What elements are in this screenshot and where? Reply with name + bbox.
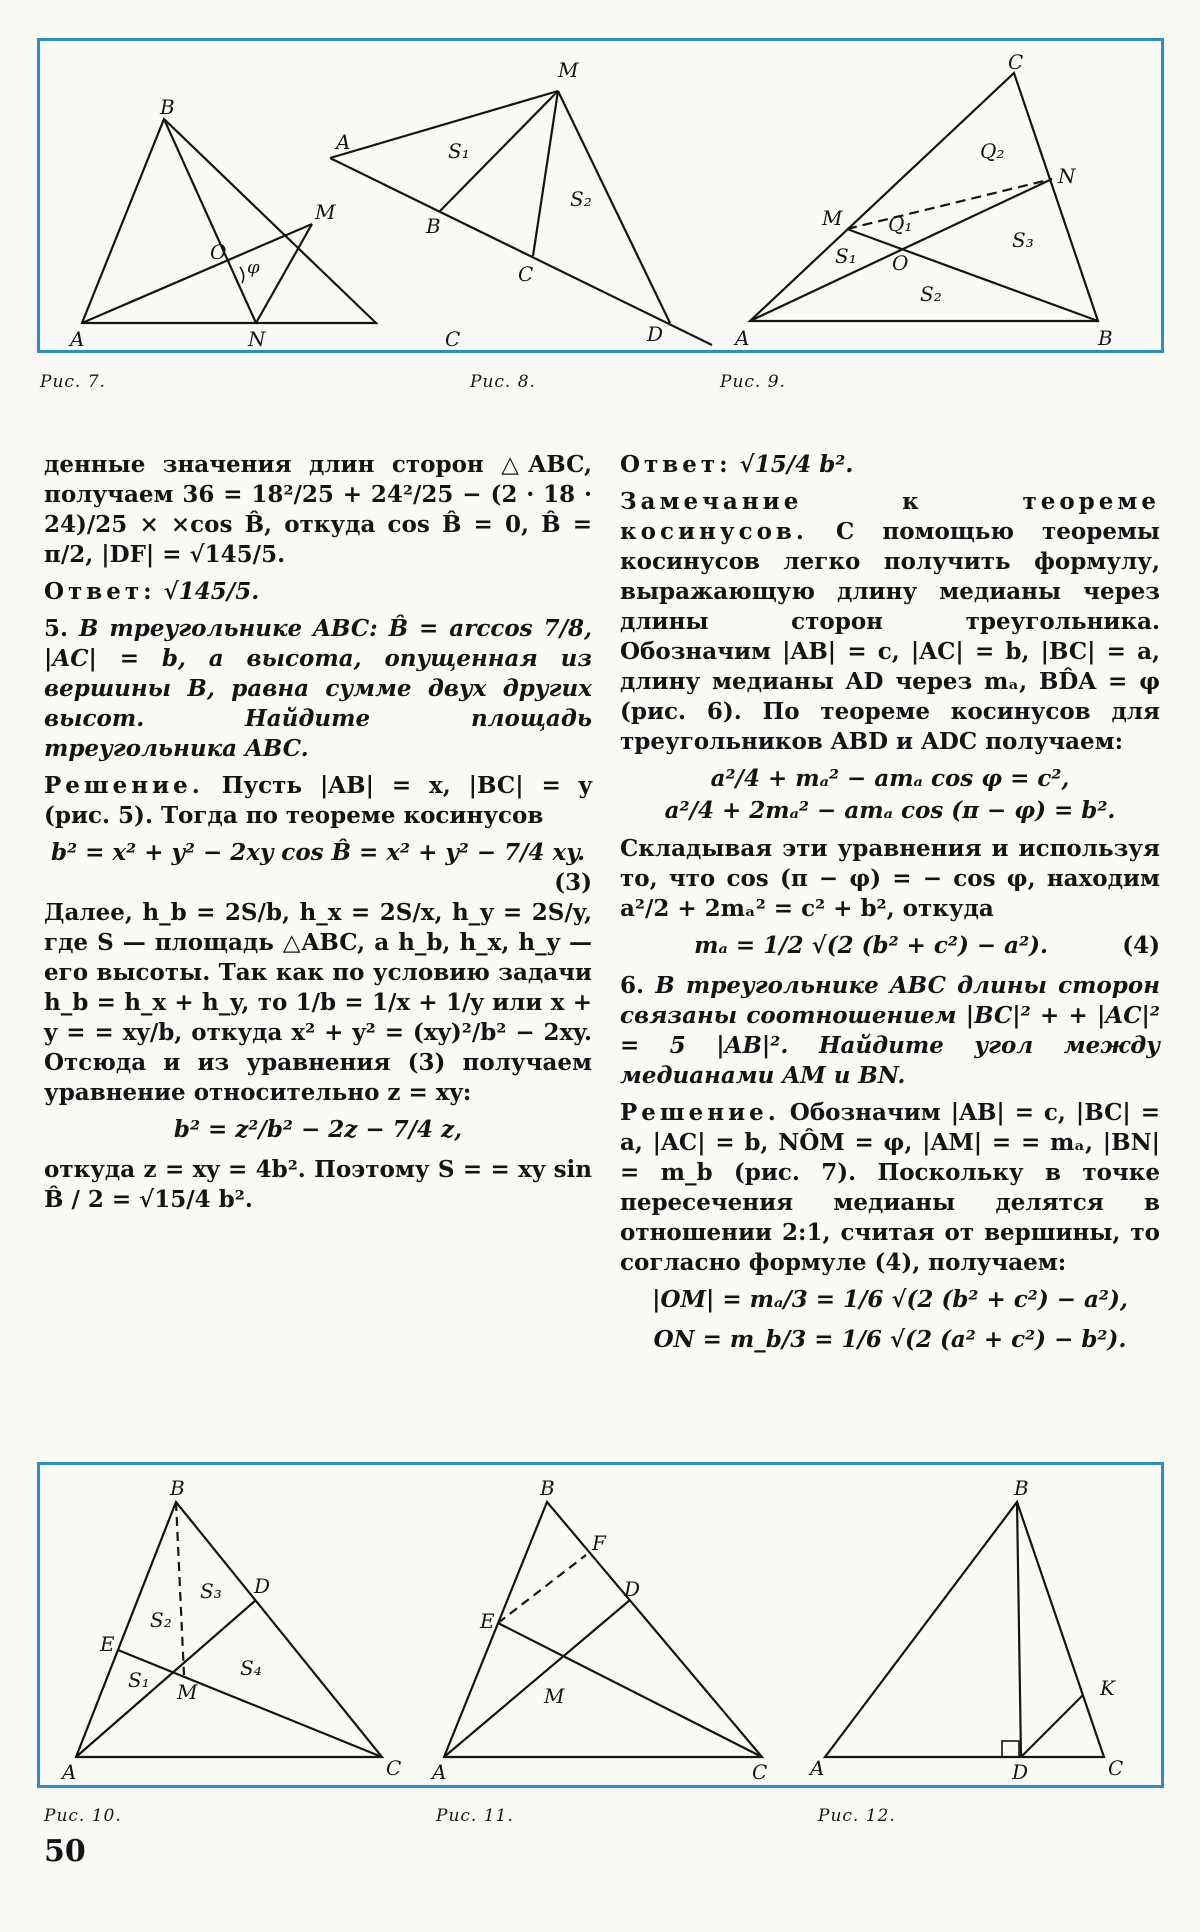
fig12-label-b: B — [1014, 1476, 1029, 1500]
figures-7-8-9 — [40, 41, 1167, 356]
fig9-label-s3: S₃ — [1012, 228, 1034, 252]
formula-4-body: mₐ = 1/2 √(2 (b² + c²) − a²). — [694, 932, 1049, 959]
fig7-label-n: N — [248, 327, 266, 351]
fig12-caption: Рис. 12. — [818, 1806, 896, 1826]
fig9-label-s2: S₂ — [920, 282, 942, 306]
answer-1-value: √145/5. — [163, 578, 260, 605]
task-5 — [44, 614, 592, 764]
solution-5-label: Решение. — [44, 772, 204, 799]
figures-10-11-12 — [40, 1465, 1167, 1791]
fig10-label-s4: S₄ — [240, 1656, 262, 1680]
fig11-label-d: D — [624, 1577, 641, 1601]
solution-6-text: Обозначим |AB| = c, |BC| = a, |AC| = b, NÔM = φ, |AM| = = mₐ, |BN| = m_b (рис. 7). Поскольку в точке пересечения медианы делятся в отношении 2:1, считая от вершины, то согласно формуле (4), получаем: — [620, 1099, 1160, 1276]
formula-om: |OM| = mₐ/3 = 1/6 √(2 (b² + c²) − a²), — [652, 1286, 1128, 1313]
fig11-caption: Рис. 11. — [436, 1806, 514, 1826]
fig7-label-phi: φ — [247, 257, 260, 278]
fig12-label-a: A — [810, 1756, 825, 1780]
answer-1 — [44, 577, 592, 607]
fig11-label-m: M — [544, 1684, 565, 1708]
answer-5-value: √15/4 b². — [739, 451, 854, 478]
left-paragraph-1: денные значения длин сторон △ABC, получаем 36 = 18²/25 + 24²/25 − (2 · 18 · 24)/25 × ×cos B̂, откуда cos B̂ = 0, B̂ = π/2, |DF| = √145/5. — [44, 451, 592, 568]
fig9-label-q2: Q₂ — [980, 139, 1005, 163]
remark-text: С помощью теоремы косинусов легко получить формулу, выражающую длину медианы через длины сторон треугольника. Обозначим |AB| = c, |AC| = b, |BC| = a, длину медианы AD через mₐ, BD̂A = φ (рис. 6). По теореме косинусов для треугольников ABD и ADC получаем: — [620, 518, 1160, 755]
fig10-label-s1: S₁ — [128, 1668, 150, 1692]
fig11-label-f: F — [592, 1531, 606, 1555]
fig12-label-d: D — [1012, 1760, 1029, 1784]
fig7-label-b: B — [160, 95, 175, 119]
fig7-label-o: O — [210, 240, 227, 264]
fig7-label-c: C — [445, 327, 461, 351]
answer-1-label: Ответ: — [44, 578, 156, 605]
left-paragraph-3: откуда z = xy = 4b². Поэтому S = = xy sin B̂ / 2 = √15/4 b². — [44, 1156, 592, 1213]
answer-5-label: Ответ: — [620, 451, 732, 478]
fig10-label-d: D — [254, 1574, 271, 1598]
fig8-caption: Рис. 8. — [470, 372, 536, 392]
solution-6-label: Решение. — [620, 1099, 780, 1126]
fig10-label-e: E — [100, 1632, 115, 1656]
remark-label: Замечание к теореме косинусов. — [620, 488, 1160, 545]
solution-5 — [44, 771, 592, 831]
formula-z: b² = z²/b² − 2z − 7/4 z, — [173, 1116, 463, 1143]
formula-4 — [620, 931, 1160, 961]
fig9-label-o: O — [892, 251, 909, 275]
fig10-label-b: B — [170, 1476, 185, 1500]
task-6-number: 6. — [620, 972, 645, 999]
task-6 — [620, 971, 1160, 1091]
fig10-label-s2: S₂ — [150, 1608, 172, 1632]
fig8-label-s1: S₁ — [448, 139, 470, 163]
fig8-label-c: C — [518, 262, 534, 286]
remark — [620, 487, 1160, 757]
fig8-label-a: A — [336, 130, 351, 154]
fig10-label-m: M — [177, 1680, 198, 1704]
solution-5-text: Пусть |AB| = x, |BC| = y (рис. 5). Тогда по теореме косинусов — [44, 772, 592, 829]
left-column — [44, 450, 592, 1222]
fig9-label-m: M — [822, 206, 843, 230]
figure-box-bottom — [37, 1462, 1164, 1788]
fig8-label-s2: S₂ — [570, 187, 592, 211]
fig9-label-a: A — [735, 326, 750, 350]
equation-2: a²/4 + 2mₐ² − amₐ cos (π − φ) = b². — [664, 797, 1116, 824]
fig11-label-e: E — [480, 1609, 495, 1633]
formula-on: ON = m_b/3 = 1/6 √(2 (a² + c²) − b²). — [653, 1326, 1127, 1353]
figure-10-drawing — [76, 1502, 382, 1757]
fig8-label-b: B — [426, 214, 441, 238]
fig10-caption: Рис. 10. — [44, 1806, 122, 1826]
formula-4-number: (4) — [1122, 932, 1160, 959]
figure-box-top — [37, 38, 1164, 353]
page-number: 50 — [44, 1834, 86, 1869]
fig12-label-c: C — [1108, 1756, 1124, 1780]
formula-3-number: (3) — [554, 869, 592, 896]
fig7-caption: Рис. 7. — [40, 372, 106, 392]
answer-5 — [620, 450, 1160, 480]
fig9-caption: Рис. 9. — [720, 372, 786, 392]
formula-3-body: b² = x² + y² − 2xy cos B̂ = x² + y² − 7/4 xy. — [50, 839, 585, 866]
figure-8-drawing — [330, 91, 712, 345]
fig9-label-s1: S₁ — [835, 244, 857, 268]
task-5-text: В треугольнике ABC: B̂ = arccos 7/8, |AC| = b, а высота, опущенная из вершины B, равна сумме двух других высот. Найдите площадь треугольника ABC. — [44, 615, 593, 762]
fig9-label-c: C — [1008, 50, 1024, 74]
task-5-number: 5. — [44, 615, 69, 642]
fig9-label-n: N — [1058, 164, 1076, 188]
solution-6 — [620, 1098, 1160, 1278]
fig10-label-s3: S₃ — [200, 1579, 222, 1603]
fig7-label-m: M — [315, 200, 336, 224]
fig10-label-c: C — [386, 1756, 402, 1780]
fig9-label-b: B — [1098, 326, 1113, 350]
fig7-label-a: A — [70, 327, 85, 351]
formula-3 — [44, 838, 592, 896]
fig12-label-k: K — [1100, 1676, 1115, 1700]
fig8-label-m: M — [558, 58, 579, 82]
fig10-label-a: A — [62, 1760, 77, 1784]
fig11-label-c: C — [752, 1760, 768, 1784]
figure-12-drawing — [825, 1502, 1104, 1757]
sum-paragraph: Складывая эти уравнения и используя то, что cos (π − φ) = − cos φ, находим a²/2 + 2mₐ² = c² + b², откуда — [620, 835, 1160, 922]
fig9-label-q1: Q₁ — [888, 212, 913, 236]
task-6-text: В треугольнике ABC длины сторон связаны соотношением |BC|² + + |AC|² = 5 |AB|². Найдите угол между медианами AM и BN. — [620, 972, 1160, 1089]
left-paragraph-2: Далее, h_b = 2S/b, h_x = 2S/x, h_y = 2S/y, где S — площадь △ABC, а h_b, h_x, h_y — его высоты. Так как по условию задачи h_b = h_x + h_y, то 1/b = 1/x + 1/y или x + y = = xy/b, откуда x² + y² = (xy)²/b² − 2xy. Отсюда и из уравнения (3) получаем уравнение относительно z = xy: — [44, 899, 592, 1106]
fig11-label-b: B — [540, 1476, 555, 1500]
fig8-label-d: D — [647, 322, 664, 346]
fig11-label-a: A — [432, 1760, 447, 1784]
equation-1: a²/4 + mₐ² − amₐ cos φ = c², — [710, 765, 1070, 792]
right-column — [620, 450, 1160, 1365]
